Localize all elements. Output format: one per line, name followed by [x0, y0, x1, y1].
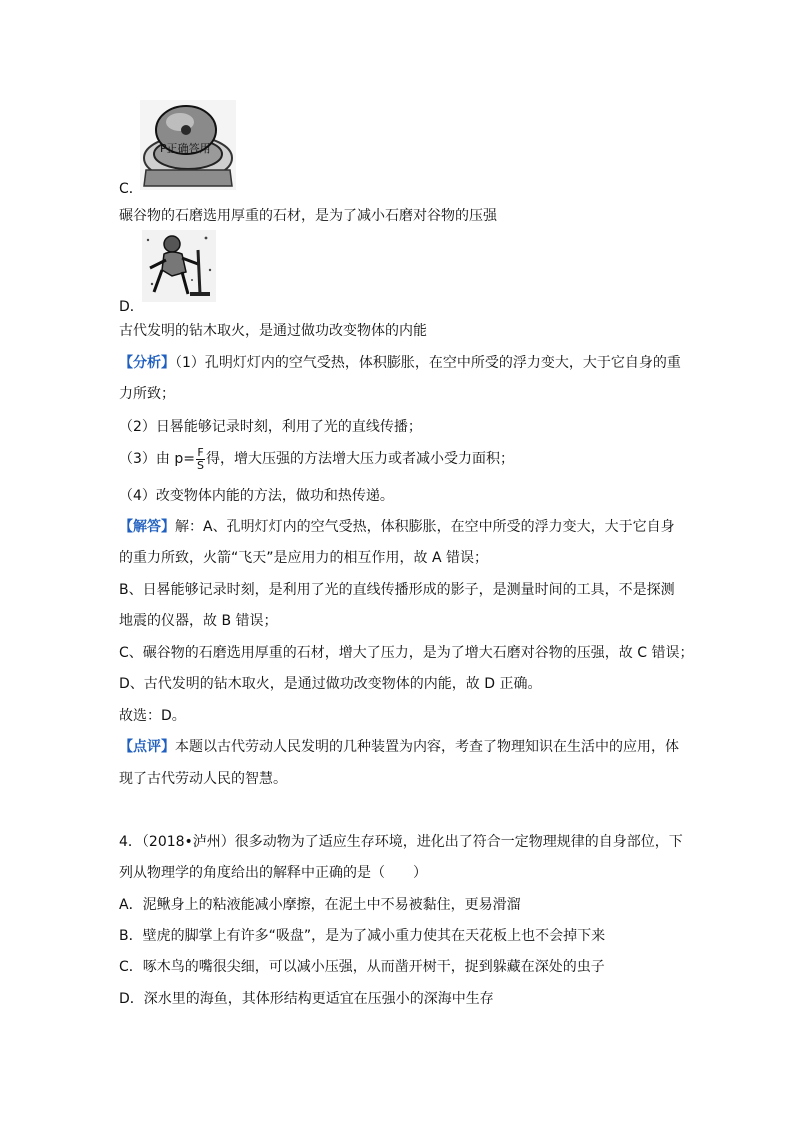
answer-line-5: C、碾谷物的石磨选用厚重的石材，增大了压力，是为了增大石磨对谷物的压强，故 C 错误； [119, 645, 694, 661]
option-d-text: 古代发明的钻木取火，是通过做功改变物体的内能 [119, 323, 427, 339]
question-4-line-2: 列从物理学的角度给出的解释中正确的是（ ） [119, 865, 427, 881]
comment-text-1: 本题以古代劳动人民发明的几种装置为内容，考查了物理知识在生活中的应用，体 [175, 739, 679, 755]
comment-tag: 【点评】 [119, 739, 175, 755]
analysis-text-1: （1）孔明灯灯内的空气受热，体积膨胀，在空中所受的浮力变大，大于它自身的重 [175, 355, 681, 371]
analysis-line-4 [119, 444, 514, 474]
comment-line-2: 现了古代劳动人民的智慧。 [119, 771, 287, 787]
formula-suffix: 得，增大压强的方法增大压力或者减小受力面积； [205, 451, 514, 467]
analysis-line-2: 力所致； [119, 386, 175, 402]
analysis-line-1 [119, 354, 681, 372]
question-4-option-d: D．深水里的海鱼，其体形结构更适宜在压强小的深海中生存 [119, 991, 494, 1007]
question-4-option-a: A．泥鳅身上的粘液能减小摩擦，在泥土中不易被黏住，更易滑溜 [119, 897, 521, 913]
answer-line-2: 的重力所致，火箭“飞天”是应用力的相互作用，故 A 错误； [119, 550, 488, 566]
pressure-fraction [196, 447, 205, 472]
stone-mill-image [140, 100, 236, 190]
option-d-label: D． [119, 299, 144, 315]
answer-line-6: D、古代发明的钻木取火，是通过做功改变物体的内能，故 D 正确。 [119, 676, 542, 692]
formula-prefix: （3）由 p= [119, 451, 195, 467]
answer-tag: 【解答】 [119, 519, 175, 535]
choose-line: 故选：D。 [119, 708, 186, 724]
analysis-line-3: （2）日晷能够记录时刻，利用了光的直线传播； [119, 419, 422, 435]
analysis-line-5: （4）改变物体内能的方法，做功和热传递。 [119, 488, 394, 504]
question-4-line-1: 4．（2018•泸州）很多动物为了适应生存环境，进化出了符合一定物理规律的自身部位，下 [119, 834, 683, 850]
option-c-text: 碾谷物的石磨选用厚重的石材，是为了减小石磨对谷物的压强 [119, 208, 497, 224]
answer-text-1: 解：A、孔明灯灯内的空气受热，体积膨胀，在空中所受的浮力变大，大于它自身 [175, 519, 675, 535]
drill-fire-image [142, 230, 216, 302]
answer-line-4: 地震的仪器，故 B 错误； [119, 613, 278, 629]
option-c-label: C． [119, 181, 143, 197]
analysis-tag: 【分析】 [119, 355, 175, 371]
question-4-option-c: C．啄木鸟的嘴很尖细，可以减小压强，从而凿开树干，捉到躲藏在深处的虫子 [119, 959, 605, 975]
answer-line-1 [119, 518, 675, 536]
fraction-numerator: F [197, 445, 204, 459]
answer-line-3: B、日晷能够记录时刻，是利用了光的直线传播形成的影子，是测量时间的工具，不是探测 [119, 582, 675, 598]
fraction-denominator: S [196, 458, 204, 472]
stamp-text: P正确答用 [160, 142, 211, 155]
question-4-option-b: B．壁虎的脚掌上有许多“吸盘”，是为了减小重力使其在天花板上也不会掉下来 [119, 928, 606, 944]
comment-line-1 [119, 738, 679, 756]
